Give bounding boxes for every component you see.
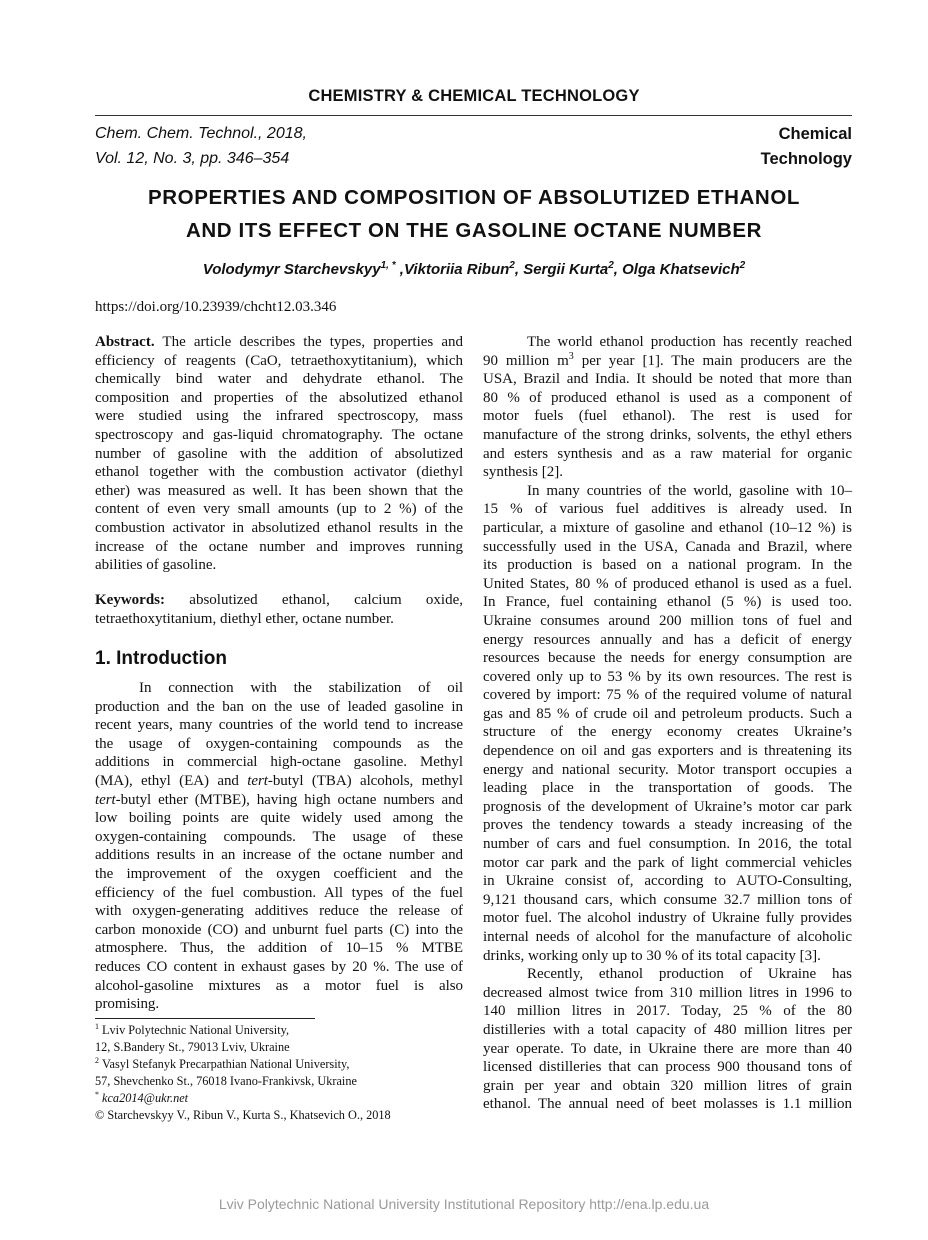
- author-list: [0, 260, 928, 278]
- text-segment: Ukraine consumes around 200 million tons of fuel and: [483, 612, 852, 629]
- text-segment: motor car park and the park of light commercial vehicles: [483, 854, 852, 871]
- text-segment: in Ukraine consist of, according to AUTO-Consulting,: [483, 873, 852, 890]
- author-name: Olga Khatsevich: [622, 261, 740, 278]
- text-segment: chemically bind water and dehydrate ethanol. The: [95, 371, 463, 388]
- text-segment: 15 % of various fuel additives is already used. In: [483, 501, 852, 518]
- introduction-text: [95, 679, 463, 1014]
- author-affiliation: 2: [608, 260, 614, 271]
- text-segment: additions results in an increase of the octane number and: [95, 847, 463, 864]
- text-line: [95, 735, 463, 754]
- footnotes: [95, 1022, 391, 1124]
- text-line: [483, 1095, 852, 1114]
- footnote-divider: [95, 1018, 315, 1019]
- header-divider: [95, 115, 852, 116]
- text-line: [95, 791, 463, 810]
- text-line: [483, 984, 852, 1003]
- text-line: [95, 445, 463, 464]
- text-segment: ethanol. The annual need of beet molasses is 1.1 million: [483, 1096, 852, 1113]
- footnote-marker: 2: [95, 1055, 99, 1065]
- text-segment: production and the ban on the use of leaded gasoline in: [95, 698, 463, 715]
- footnote-line: [95, 1073, 391, 1090]
- text-segment: recent years, many countries of the world tend to increase: [95, 717, 463, 734]
- text-line: [483, 445, 852, 464]
- text-segment: oxygen-containing compounds. The usage of these: [95, 828, 463, 845]
- citation-line-1: Chem. Chem. Technol., 2018,: [95, 125, 307, 142]
- footnote-line: [95, 1022, 391, 1039]
- text-segment: efficiency of reagents (CaO, tetraethoxytitanium), which: [95, 352, 463, 369]
- text-line: [483, 612, 852, 631]
- section-heading-introduction: 1. Introduction: [95, 648, 227, 669]
- author-separator: ,: [395, 261, 404, 278]
- text-segment: absolutized ethanol, calcium oxide,: [165, 592, 463, 608]
- text-segment: drinks, working only up to 30 % of its total capacity [3].: [483, 947, 821, 964]
- footnote-text: Vasyl Stefanyk Precarpathian National University,: [102, 1057, 350, 1071]
- text-line: [483, 482, 852, 501]
- text-segment: grain per year and obtain 320 million litres of grain: [483, 1077, 852, 1094]
- text-segment: In France, fuel containing ethanol (5 %) is used too.: [483, 594, 852, 611]
- author-affiliation: 2: [739, 260, 746, 271]
- text-segment: energy resources annually and has a deficit of energy: [483, 631, 852, 648]
- footnote-line: [95, 1039, 391, 1056]
- text-line: [483, 742, 852, 761]
- text-segment: United States, 80 % of produced ethanol is used as a fuel.: [483, 575, 852, 592]
- text-line: [483, 891, 852, 910]
- text-line: [483, 1002, 852, 1021]
- text-line: [483, 779, 852, 798]
- footnote-text: © Starchevskyy V., Ribun V., Kurta S., Khatsevich O., 2018: [95, 1108, 391, 1122]
- text-line: [95, 426, 463, 445]
- text-segment: Abstract.: [95, 334, 155, 350]
- text-segment: combustion activator in absolutized ethanol results in the: [95, 519, 463, 536]
- footnote-line: [95, 1056, 391, 1073]
- text-line: [95, 500, 463, 519]
- text-segment: prognosis of the development of Ukraine’s motor car park: [483, 798, 852, 815]
- text-segment: distilleries with a total capacity of 480 million litres per: [483, 1021, 852, 1038]
- text-line: [483, 686, 852, 705]
- text-line: [483, 538, 852, 557]
- text-line: [95, 389, 463, 408]
- text-line: [483, 854, 852, 873]
- text-line: [95, 519, 463, 538]
- footnote-line: [95, 1107, 391, 1124]
- footnote-text: Lviv Polytechnic National University,: [102, 1023, 290, 1037]
- text-segment: The world ethanol production has recently reached: [527, 334, 852, 350]
- text-segment: composition and properties of the absolutized ethanol: [95, 389, 463, 406]
- text-segment: proves the tendency towards a steady increasing of the: [483, 817, 852, 834]
- text-line: [95, 698, 463, 717]
- text-line: [483, 352, 852, 371]
- repository-footer: Lviv Polytechnic National University Institutional Repository http://ena.lp.edu.ua: [218, 1196, 710, 1212]
- text-line: [95, 352, 463, 371]
- text-segment: decreased almost twice from 310 million litres in 1996 to: [483, 984, 852, 1001]
- text-line: [483, 1040, 852, 1059]
- text-segment: particular, a mixture of gasoline and ethanol (10–12 %) is: [483, 519, 852, 536]
- text-segment: energy and national security. Motor transport occupies a: [483, 761, 852, 778]
- right-column-text: [483, 333, 852, 1114]
- email-link[interactable]: kca2014@ukr.net: [102, 1091, 189, 1105]
- text-segment: successfully used in the USA, Canada and Brazil, where: [483, 538, 852, 555]
- text-line: [483, 723, 852, 742]
- text-segment: motor fuel. The alcohol industry of Ukraine fully provides: [483, 910, 852, 927]
- author-name: Volodymyr Starchevskyy: [202, 261, 381, 278]
- text-line: [95, 407, 463, 426]
- text-segment: internal needs of alcohol for the manufacture of alcoholic: [483, 929, 852, 945]
- text-segment: structure of the energy economy creates Ukraine’s: [483, 724, 852, 741]
- text-segment: and esters synthesis and as a raw material for organic: [483, 445, 852, 462]
- text-segment: resources because the needs for energy consumption are: [483, 650, 852, 667]
- text-line: [483, 835, 852, 854]
- text-line: [483, 816, 852, 835]
- text-segment: carbon monoxide (CO) and unburnt fuel parts (C) into the: [95, 921, 463, 938]
- text-segment: -butyl ether (MTBE), having high octane numbers and: [115, 791, 463, 808]
- text-segment: 140 million litres in 2017. Today, 25 % of the 80: [483, 1003, 852, 1020]
- text-line: [483, 333, 852, 352]
- text-segment: atmosphere. Thus, the addition of 10–15 % MTBE: [95, 940, 463, 957]
- text-line: [483, 556, 852, 575]
- text-line: [483, 407, 852, 426]
- text-segment: per year [1]. The main producers are the: [573, 352, 852, 369]
- text-line: [483, 370, 852, 389]
- text-line: [483, 1021, 852, 1040]
- text-segment: (MA), ethyl (EA) and: [95, 772, 248, 789]
- text-line: [483, 519, 852, 538]
- text-segment: ethanol together with the combustion activator (diethyl: [95, 464, 463, 481]
- text-line: [95, 772, 463, 791]
- text-line: [95, 333, 463, 352]
- text-segment: 9,121 thousand cars, which consume 32.7 million tons of: [483, 891, 852, 908]
- text-line: [95, 977, 463, 996]
- text-segment: motor fuels (fuel ethanol). The rest is used for: [483, 408, 852, 425]
- text-segment: were studied using the infrared spectroscopy, mass: [95, 408, 463, 425]
- text-segment: 3: [568, 350, 574, 362]
- text-line: [95, 809, 463, 828]
- author-affiliation: 1, *: [380, 260, 396, 271]
- text-line: [483, 668, 852, 687]
- footnote-text: 12, S.Bandery St., 79013 Lviv, Ukraine: [95, 1040, 290, 1054]
- footnote-line: [95, 1090, 391, 1107]
- text-line: [95, 591, 463, 610]
- text-line: [95, 716, 463, 735]
- text-line: [95, 556, 463, 575]
- text-line: [95, 921, 463, 940]
- text-line: [95, 753, 463, 772]
- text-segment: abilities of gasoline.: [95, 557, 217, 574]
- author-affiliation: 2: [509, 260, 515, 271]
- text-line: [483, 426, 852, 445]
- text-segment: low boiling points are quite widely used among the: [95, 810, 463, 827]
- text-line: [95, 679, 463, 698]
- citation-line-2: Vol. 12, No. 3, pp. 346–354: [95, 150, 290, 167]
- text-line: [95, 846, 463, 865]
- text-line: [95, 865, 463, 884]
- text-line: [483, 761, 852, 780]
- text-line: [95, 610, 463, 629]
- text-line: [483, 705, 852, 724]
- text-segment: efficiency of the fuel combustion. All types of the fuel: [95, 884, 463, 901]
- section-label-1: Chemical: [778, 125, 852, 143]
- text-segment: number of gasoline with the addition of absolutized: [95, 445, 463, 462]
- text-line: [483, 593, 852, 612]
- text-segment: dependence on oil and gas exporters and is threatening its: [483, 743, 852, 760]
- text-segment: promising.: [95, 996, 160, 1013]
- text-segment: In many countries of the world, gasoline with 10–: [527, 482, 852, 499]
- footnote-marker: *: [95, 1089, 99, 1099]
- author-separator: ,: [514, 261, 524, 278]
- text-line: [483, 798, 852, 817]
- text-segment: gas and 85 % of crude oil and petroleum products. Such a: [483, 705, 852, 722]
- text-segment: tert: [247, 772, 268, 789]
- text-segment: The article describes the types, properties and: [154, 334, 463, 350]
- text-segment: spectroscopy and gas-liquid chromatography. The octane: [95, 426, 463, 443]
- text-segment: -butyl (TBA) alcohols, methyl: [267, 772, 463, 789]
- paper-title-line-2: AND ITS EFFECT ON THE GASOLINE OCTANE NUMBER: [185, 219, 763, 242]
- author-name: Viktoriia Ribun: [403, 261, 510, 278]
- text-segment: the usage of oxygen-containing compounds as the: [95, 735, 463, 752]
- text-segment: tetraethoxytitanium, diethyl ether, octane number.: [95, 610, 394, 627]
- text-line: [95, 463, 463, 482]
- text-line: [95, 884, 463, 903]
- text-segment: number of cars and fuel consumption. In 2016, the total: [483, 836, 852, 853]
- text-segment: with oxygen-generating additives reduce the release of: [95, 903, 463, 920]
- text-segment: covered only up to 53 % by its own resources. The rest is: [483, 668, 852, 685]
- text-line: [483, 575, 852, 594]
- abstract: [95, 333, 463, 575]
- text-segment: year operate. To date, in Ukraine there are more than 40: [483, 1040, 852, 1057]
- text-line: [483, 389, 852, 408]
- text-segment: increase of the octane number and improves running: [95, 538, 463, 555]
- section-label-2: Technology: [760, 150, 852, 168]
- paper-title-line-1: PROPERTIES AND COMPOSITION OF ABSOLUTIZED ETHANOL: [147, 186, 800, 209]
- text-line: [483, 947, 852, 966]
- text-segment: content of even very small amounts (up to 2 %) of the: [95, 501, 463, 518]
- text-segment: additions in commercial high-octane gasoline. Methyl: [95, 754, 463, 771]
- text-segment: manufacture of the strong drinks, solvents, the ethyl ethers: [483, 426, 852, 443]
- text-segment: tert: [95, 791, 116, 808]
- text-line: [483, 1077, 852, 1096]
- text-segment: In connection with the stabilization of oil: [139, 680, 463, 696]
- author-separator: ,: [613, 261, 623, 278]
- footnote-marker: 1: [95, 1021, 99, 1031]
- text-segment: ether) was measured as well. It has been shown that the: [95, 482, 463, 499]
- text-segment: Keywords:: [95, 592, 165, 608]
- text-line: [483, 649, 852, 668]
- text-line: [483, 631, 852, 650]
- text-line: [95, 482, 463, 501]
- text-line: [95, 958, 463, 977]
- text-segment: alcohol-gasoline mixtures as a motor fuel is also: [95, 977, 463, 994]
- text-line: [95, 939, 463, 958]
- text-line: [95, 370, 463, 389]
- keywords: [95, 591, 463, 628]
- text-line: [95, 828, 463, 847]
- text-line: [483, 965, 852, 984]
- text-line: [483, 872, 852, 891]
- text-line: [483, 909, 852, 928]
- text-segment: synthesis [2].: [483, 464, 563, 481]
- text-line: [483, 463, 852, 482]
- text-segment: 80 % of produced ethanol is used as a component of: [483, 389, 852, 406]
- text-segment: licensed distilleries that can process 900 thousand tons of: [483, 1059, 852, 1076]
- text-segment: covered by import: 75 % of the required volume of natural: [483, 687, 852, 704]
- footnote-text: 57, Shevchenko St., 76018 Ivano-Frankivsk, Ukraine: [95, 1074, 357, 1088]
- author-name: Sergii Kurta: [523, 261, 609, 278]
- doi-link[interactable]: https://doi.org/10.23939/chcht12.03.346: [95, 299, 337, 315]
- text-segment: the improvement of the oxygen coefficient and the: [95, 865, 463, 882]
- text-segment: reduces CO content in exhaust gases by 20 %. The use of: [95, 958, 463, 975]
- text-line: [95, 538, 463, 557]
- text-segment: Recently, ethanol production of Ukraine has: [527, 966, 852, 983]
- text-line: [483, 1058, 852, 1077]
- text-segment: its production is based on a national program. In the: [483, 557, 852, 574]
- text-line: [95, 995, 463, 1014]
- text-segment: leading place in the transportation of goods. The: [483, 780, 852, 797]
- text-line: [483, 500, 852, 519]
- text-segment: USA, Brazil and India. It should be noted that more than: [483, 371, 852, 388]
- text-line: [95, 902, 463, 921]
- text-line: [483, 928, 852, 947]
- journal-name: CHEMISTRY & CHEMICAL TECHNOLOGY: [308, 87, 640, 105]
- text-segment: 90 million m: [483, 352, 569, 369]
